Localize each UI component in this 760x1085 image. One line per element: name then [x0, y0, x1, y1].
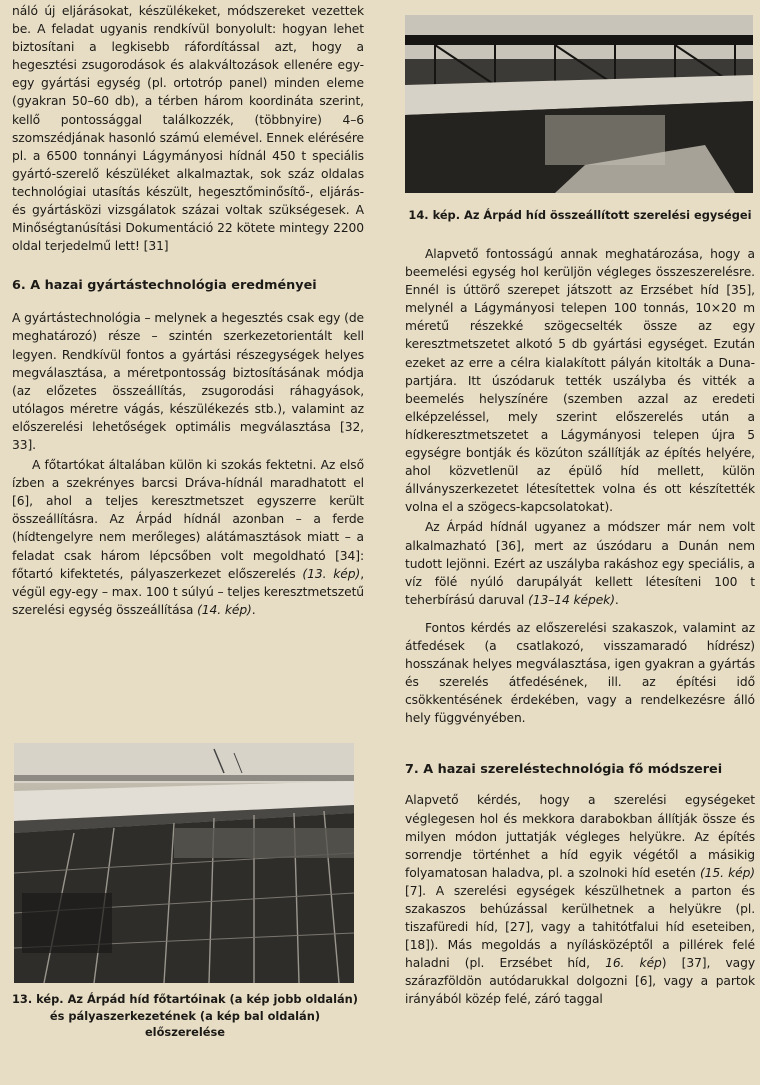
left-column — [12, 0, 364, 619]
section-heading-6: 6. A hazai gyártástechnológia eredményei — [12, 278, 317, 294]
caption-13: 13. kép. Az Árpád híd főtartóinak (a kép jobb oldalán) és pályaszerkezetének (a kép bal oldalán) előszerelése — [11, 992, 358, 1039]
paragraph-7-text-a: Alapvető kérdés, hogy a szerelési egységeket véglegesen hol és mekkora darabokban állítják össze és milyen módon juttatják végleges helyükre. Az építés sorrendje történhet a híd egyik végétől a másikig folyamatosan haladva, pl. a szolnoki híd esetén — [405, 793, 755, 880]
paragraph-5-text-b: . — [614, 592, 619, 607]
paragraph-3 — [12, 456, 364, 619]
right-column — [405, 245, 755, 1009]
paragraph-6: Fontos kérdés az előszerelési szakaszok, valamint az átfedések (a csatlakozó, visszamaradó hídrész) hosszának helyes megválasztása, igen gyakran a gyártás és szerelés átfedésének, ill. az építési idő csökkentésének érdekében, vagy a rendelkezésre álló hely függvényében. — [405, 620, 755, 726]
paragraph-4: Alapvető fontosságú annak meghatározása, hogy a beemelési egység hol kerüljön végleges összeszerelésre. Ennél is úttörő szerepet játszott az Erzsébet híd [35], melynél a Lágymányosi telepen 100 tonnás, 10×20 m méretű részekké szögecselték össze az egy keresztmetszetet alkotó 5 db gyártási egységet. Ezután ezeket az erre a célra kialakított pályán kitolták a Duna-partjára. Itt úszódaruk tették uszályba és vitték a beemelés helyszínére (szemben azzal az eredeti elképzeléssel, mely szerint előszerelés után a hídkeresztmetszetet a Lágymányosi telepen újra 5 egységre bontják és közúton szállítják az építés helyére, ahol közvetlenül az épülő híd mellett, külön állványszerkezetet létesítettek volna és ott készítették volna el a szögecs-kapcsolatokat). — [405, 247, 755, 515]
paragraph-7-text-c: ) [37], vagy szárazföldön autódarukkal dolgozni [6], vagy a partok irányából közép felé, záró taggal — [405, 956, 755, 1007]
figure-ref-13: (13. kép) — [302, 566, 361, 581]
paragraph-3-text-b: , végül egy-egy – max. 100 t súlyú – teljes keresztmetszetű szerelési egység összeállítása — [12, 566, 364, 617]
photo-14-assembled-units — [405, 15, 753, 193]
figure-ref-14: (14. kép) — [197, 602, 252, 617]
paragraph-5-text-a: Az Árpád hídnál ugyanez a módszer már nem volt alkalmazható [36], mert az úszódaru a Dunán nem tudott lejönni. Ezért az uszályba rakáshoz egy speciális, a víz fölé nyúló darupályát kellett létesíteni 100 t teherbírású daruval — [405, 520, 755, 607]
caption-14: 14. kép. Az Árpád híd összeállított szerelési egységei — [408, 208, 752, 222]
paragraph-3-text-c: . — [251, 602, 256, 617]
figure-ref-15: (15. kép) — [699, 865, 755, 880]
figure-ref-13-14: (13–14 képek) — [528, 592, 615, 607]
paragraph-1: náló új eljárásokat, készülékeket, módszereket vezettek be. A feladat ugyanis rendkívül bonyolult: hogyan lehet biztosítani a legkisebb ráfordítással azt, hogy a hegesztési zsugorodások és alakváltozások ellenére egy-egy gyártási egység (pl. ortotróp panel) minden eleme (gyakran 50–60 db), a térben három koordináta szerint, kellő pontossággal találkozzék, (többnyire) 4–6 szomszédjának hasonló számú elemével. Ennek elérésére pl. a 6500 tonnányi Lágymányosi hídnál 450 t speciális gyártó-szerelő készüléket alkalmaztak, sok száz oldalas technológiai utasítás készült, hegesztőminősítő-, eljárás- és gyártásközi vizsgálatok százai voltak szükségesek. A Minőségtanúsítási Dokumentáció 22 kötete mintegy 2200 oldal terjedelmű lett! [31] — [12, 4, 364, 254]
figure-ref-16: 16. kép — [605, 956, 662, 971]
paragraph-3-text-a: A főtartókat általában külön ki szokás fektetni. Az első ízben a szekrényes barcsi Dráva-hídnál maradhatott el [6], ahol a teljes keresztmetszet egyszerre került összeállításra. Az Árpád hídnál azonban – a ferde (hídtengelyre nem merőleges) alátámasztások miatt – a feladat csak három lépcsőben volt megoldható [34]: főtartó kifektetés, pályaszerkezet előszerelés — [12, 458, 364, 581]
section-heading-7: 7. A hazai szereléstechnológia fő módszerei — [405, 762, 723, 778]
paragraph-7-text-b: [7]. A szerelési egységek készülhetnek a parton és szakaszos behúzással kerülhetnek a helyükre (pl. tiszafüredi híd, [27], vagy a tahitótfalui híd eseteiben, [18]). Más megoldás a nyílásközéptől a pillérek felé haladni (pl. Erzsébet híd, — [405, 883, 755, 971]
photo-13-girder-preassembly — [14, 743, 354, 983]
paragraph-7 — [405, 791, 755, 1008]
paragraph-5 — [405, 518, 755, 608]
paragraph-2: A gyártástechnológia – melynek a hegesztés csak egy (de meghatározó) része – szintén szerkezetorientált kell legyen. Rendkívül fontos a gyártási részegységek helyes megválasztása, a méretpontosság biztosításának módja (az előzetes összeállítás, zsugorodási ráhagyások, utólagos méretre vágás, készülékezés stb.), valamint az előszerelési lehetőségek optimális megválasztása [32, 33]. — [12, 311, 365, 452]
